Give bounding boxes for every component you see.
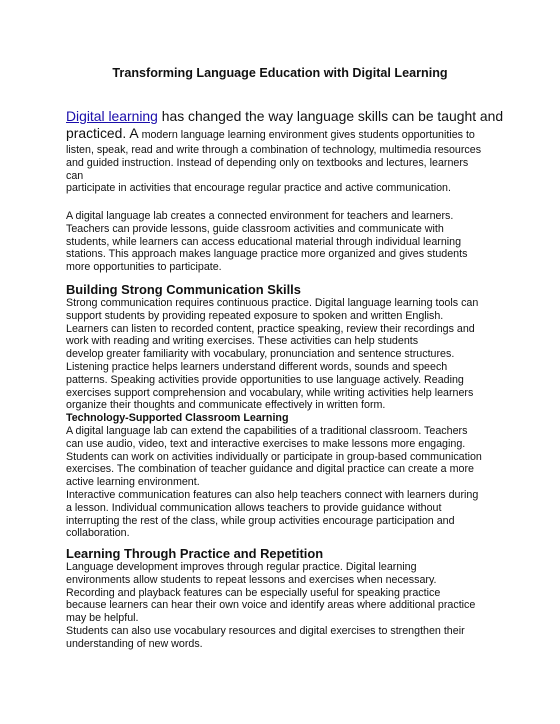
communication-heading: Building Strong Communication Skills (66, 282, 301, 297)
intro-line: and guided instruction. Instead of depending only on textbooks and lectures, learners (66, 156, 469, 169)
classroom-line: collaboration. (66, 527, 130, 540)
communication-line: Strong communication requires continuous practice. Digital language learning tools can (66, 297, 479, 309)
intro-line-1 (66, 108, 502, 125)
lab-line: Teachers can provide lessons, guide classroom activities and communicate with (66, 222, 444, 235)
practice-line: environments allow students to repeat lessons and exercises when necessary. (66, 573, 437, 586)
classroom-line: Interactive communication features can also help teachers connect with learners during (66, 488, 479, 501)
communication-line: develop greater familiarity with vocabulary, pronunciation and sentence structures. (66, 348, 455, 361)
classroom-line: exercises. The combination of teacher guidance and digital practice can create a more (66, 463, 474, 476)
practice-section (66, 546, 502, 651)
classroom-line: can use audio, video, text and interactive exercises to make lessons more engaging. (66, 437, 466, 450)
communication-line: exercises support comprehension and vocabulary, while writing activities help learners (66, 386, 474, 399)
intro-line-2-text: modern language learning environment gives students opportunities to (138, 129, 475, 141)
lab-paragraph (66, 210, 502, 274)
practice-line: Students can also use vocabulary resources and digital exercises to strengthen their (66, 624, 465, 637)
intro-line-1-text: has changed the way language skills can be taught and (157, 108, 504, 124)
classroom-line: interrupting the rest of the class, while group activities encourage participation and (66, 514, 455, 527)
classroom-line: a lesson. Individual communication allows teachers to provide guidance without (66, 501, 442, 514)
classroom-line: active learning environment. (66, 476, 200, 489)
practice-line: Recording and playback features can be especially useful for speaking practice (66, 586, 441, 599)
practice-line: may be helpful. (66, 612, 139, 625)
practice-line: Language development improves through regular practice. Digital learning (66, 561, 417, 573)
lab-line: stations. This approach makes language practice more organized and gives students (66, 248, 468, 261)
lab-line: A digital language lab creates a connected environment for teachers and learners. (66, 210, 454, 222)
practice-heading: Learning Through Practice and Repetition (66, 546, 324, 561)
classroom-line: Students can work on activities individually or participate in group-based communication (66, 450, 482, 463)
lab-line: more opportunities to participate. (66, 261, 222, 274)
intro-line: participate in activities that encourage regular practice and active communication. (66, 182, 451, 195)
intro-line-2 (66, 125, 502, 144)
communication-line: Learners can listen to recorded content, practice speaking, review their recordings and (66, 322, 475, 335)
communication-line: organize their thoughts and communicate effectively in written form. (66, 399, 386, 412)
digital-learning-link[interactable]: Digital learning (66, 108, 158, 124)
communication-line: work with reading and writing exercises. These activities can help students (66, 335, 419, 348)
intro-paragraph (66, 108, 502, 195)
practice-line: because learners can hear their own voice and identify areas where additional practice (66, 599, 476, 612)
document-title: Transforming Language Education with Digital Learning (112, 66, 448, 80)
communication-line: patterns. Speaking activities provide opportunities to use language actively. Reading (66, 373, 464, 386)
intro-line-2-lead: practiced. A (66, 125, 139, 141)
communication-line: support students by providing repeated exposure to spoken and written English. (66, 309, 444, 322)
communication-section (66, 282, 502, 540)
classroom-subheading: Technology-Supported Classroom Learning (66, 412, 289, 425)
classroom-line: A digital language lab can extend the capabilities of a traditional classroom. Teachers (66, 424, 468, 437)
intro-line: can (66, 169, 84, 182)
practice-line: understanding of new words. (66, 637, 203, 650)
intro-line: listen, speak, read and write through a combination of technology, multimedia resources (66, 144, 482, 156)
lab-line: students, while learners can access educational material through individual learning (66, 235, 462, 248)
communication-line: Listening practice helps learners understand different words, sounds and speech (66, 360, 448, 373)
